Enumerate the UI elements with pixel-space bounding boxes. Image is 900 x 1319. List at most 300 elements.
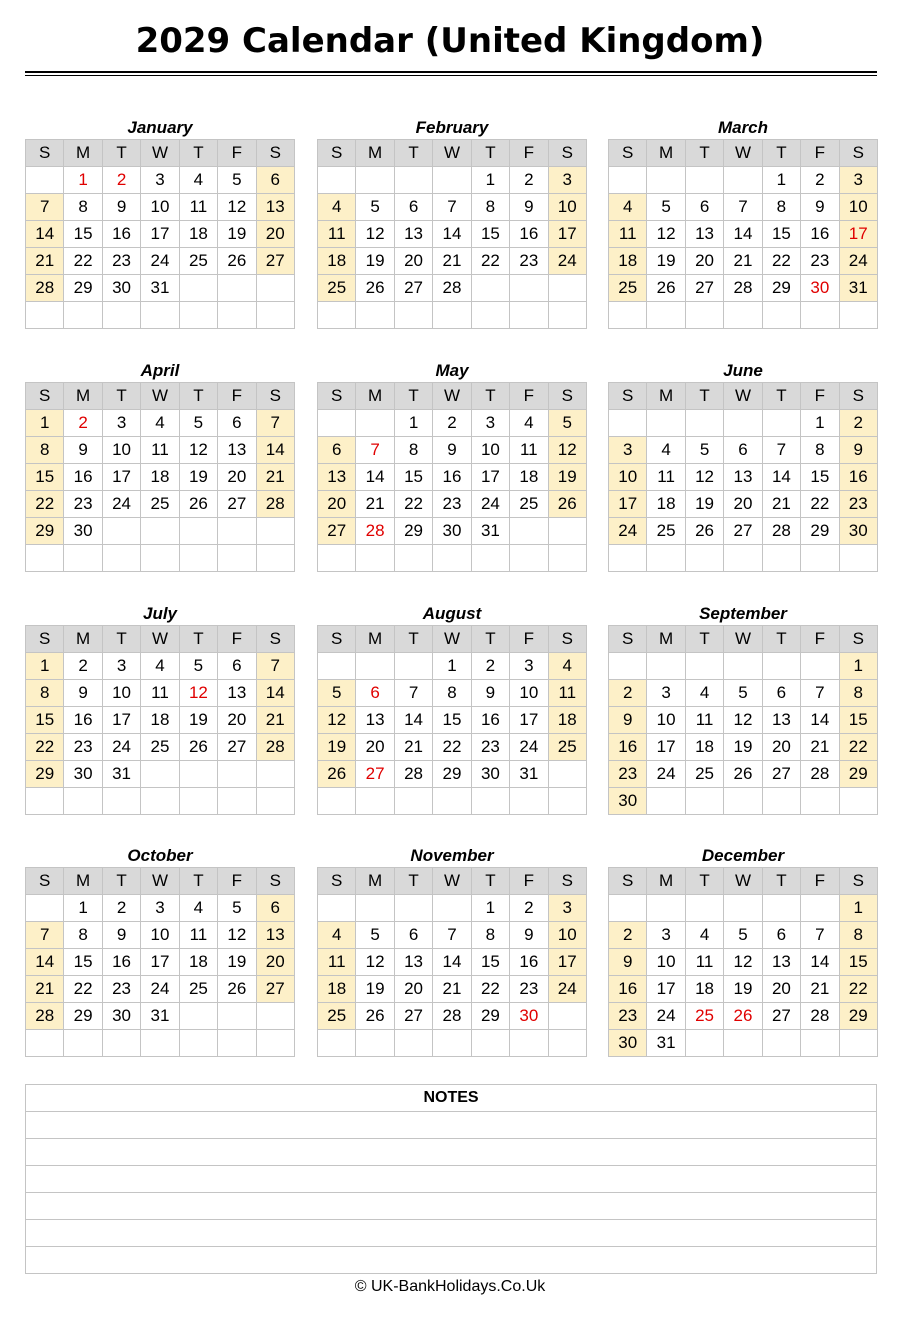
day-cell[interactable]: 16 (433, 464, 471, 491)
day-cell[interactable]: 19 (724, 734, 762, 761)
day-cell[interactable]: 14 (256, 680, 294, 707)
day-cell[interactable]: 26 (356, 275, 394, 302)
day-cell[interactable]: 21 (256, 464, 294, 491)
day-cell[interactable]: 12 (724, 949, 762, 976)
day-cell[interactable]: 11 (548, 680, 586, 707)
day-cell[interactable]: 5 (318, 680, 356, 707)
day-cell[interactable]: 11 (510, 437, 548, 464)
day-cell[interactable]: 18 (510, 464, 548, 491)
day-cell[interactable]: 15 (471, 221, 509, 248)
day-cell[interactable]: 3 (548, 167, 586, 194)
day-cell[interactable]: 15 (839, 949, 877, 976)
day-cell[interactable]: 18 (647, 491, 685, 518)
day-cell[interactable]: 27 (256, 248, 294, 275)
day-cell[interactable]: 20 (762, 976, 800, 1003)
day-cell[interactable]: 25 (685, 761, 723, 788)
day-cell[interactable]: 20 (256, 949, 294, 976)
day-cell[interactable]: 12 (218, 194, 256, 221)
day-cell[interactable]: 7 (256, 653, 294, 680)
day-cell[interactable]: 24 (471, 491, 509, 518)
day-cell[interactable]: 21 (26, 976, 64, 1003)
day-cell[interactable]: 10 (510, 680, 548, 707)
day-cell[interactable]: 3 (647, 680, 685, 707)
day-cell[interactable]: 1 (801, 410, 839, 437)
day-cell[interactable]: 9 (102, 194, 140, 221)
day-cell[interactable]: 2 (471, 653, 509, 680)
day-cell[interactable]: 12 (356, 949, 394, 976)
day-cell[interactable]: 14 (26, 221, 64, 248)
day-cell[interactable]: 25 (179, 976, 217, 1003)
day-cell[interactable]: 31 (647, 1030, 685, 1057)
day-cell[interactable]: 24 (141, 248, 179, 275)
day-cell[interactable]: 23 (609, 1003, 647, 1030)
day-cell[interactable]: 28 (433, 1003, 471, 1030)
day-cell[interactable]: 19 (356, 976, 394, 1003)
day-cell[interactable]: 5 (356, 922, 394, 949)
day-cell[interactable]: 8 (64, 922, 102, 949)
day-cell[interactable]: 2 (102, 895, 140, 922)
day-cell[interactable]: 20 (724, 491, 762, 518)
day-cell[interactable]: 26 (356, 1003, 394, 1030)
day-cell[interactable]: 31 (510, 761, 548, 788)
day-cell[interactable]: 22 (762, 248, 800, 275)
day-cell[interactable]: 26 (318, 761, 356, 788)
day-cell[interactable]: 30 (102, 1003, 140, 1030)
day-cell[interactable]: 16 (510, 221, 548, 248)
bank-holiday-cell[interactable]: 2 (64, 410, 102, 437)
day-cell[interactable]: 16 (510, 949, 548, 976)
day-cell[interactable]: 19 (647, 248, 685, 275)
day-cell[interactable]: 22 (839, 976, 877, 1003)
day-cell[interactable]: 13 (685, 221, 723, 248)
day-cell[interactable]: 27 (218, 734, 256, 761)
day-cell[interactable]: 2 (64, 653, 102, 680)
day-cell[interactable]: 5 (647, 194, 685, 221)
day-cell[interactable]: 25 (318, 275, 356, 302)
day-cell[interactable]: 17 (141, 221, 179, 248)
day-cell[interactable]: 23 (609, 761, 647, 788)
day-cell[interactable]: 25 (609, 275, 647, 302)
day-cell[interactable]: 31 (141, 1003, 179, 1030)
day-cell[interactable]: 23 (64, 491, 102, 518)
day-cell[interactable]: 7 (26, 922, 64, 949)
day-cell[interactable]: 8 (394, 437, 432, 464)
day-cell[interactable]: 6 (762, 680, 800, 707)
day-cell[interactable]: 16 (64, 464, 102, 491)
day-cell[interactable]: 9 (510, 194, 548, 221)
day-cell[interactable]: 17 (141, 949, 179, 976)
day-cell[interactable]: 4 (141, 410, 179, 437)
day-cell[interactable]: 16 (609, 976, 647, 1003)
day-cell[interactable]: 18 (179, 221, 217, 248)
day-cell[interactable]: 18 (179, 949, 217, 976)
day-cell[interactable]: 2 (510, 167, 548, 194)
day-cell[interactable]: 21 (356, 491, 394, 518)
bank-holiday-cell[interactable]: 17 (839, 221, 877, 248)
day-cell[interactable]: 3 (839, 167, 877, 194)
day-cell[interactable]: 12 (318, 707, 356, 734)
day-cell[interactable]: 4 (179, 167, 217, 194)
day-cell[interactable]: 11 (141, 680, 179, 707)
day-cell[interactable]: 18 (141, 707, 179, 734)
day-cell[interactable]: 8 (839, 680, 877, 707)
day-cell[interactable]: 1 (762, 167, 800, 194)
day-cell[interactable]: 6 (218, 653, 256, 680)
day-cell[interactable]: 21 (256, 707, 294, 734)
day-cell[interactable]: 28 (724, 275, 762, 302)
day-cell[interactable]: 29 (64, 275, 102, 302)
bank-holiday-cell[interactable]: 30 (510, 1003, 548, 1030)
day-cell[interactable]: 13 (762, 707, 800, 734)
day-cell[interactable]: 4 (685, 922, 723, 949)
day-cell[interactable]: 6 (218, 410, 256, 437)
day-cell[interactable]: 14 (433, 949, 471, 976)
day-cell[interactable]: 17 (647, 976, 685, 1003)
day-cell[interactable]: 24 (548, 976, 586, 1003)
bank-holiday-cell[interactable]: 27 (356, 761, 394, 788)
day-cell[interactable]: 14 (801, 707, 839, 734)
day-cell[interactable]: 20 (218, 707, 256, 734)
notes-line[interactable] (26, 1247, 877, 1274)
day-cell[interactable]: 29 (839, 1003, 877, 1030)
day-cell[interactable]: 4 (548, 653, 586, 680)
day-cell[interactable]: 11 (647, 464, 685, 491)
day-cell[interactable]: 8 (839, 922, 877, 949)
day-cell[interactable]: 16 (102, 949, 140, 976)
day-cell[interactable]: 17 (510, 707, 548, 734)
day-cell[interactable]: 10 (548, 194, 586, 221)
day-cell[interactable]: 23 (471, 734, 509, 761)
day-cell[interactable]: 10 (141, 922, 179, 949)
day-cell[interactable]: 26 (548, 491, 586, 518)
day-cell[interactable]: 28 (26, 1003, 64, 1030)
day-cell[interactable]: 28 (26, 275, 64, 302)
day-cell[interactable]: 26 (724, 761, 762, 788)
day-cell[interactable]: 9 (510, 922, 548, 949)
day-cell[interactable]: 8 (762, 194, 800, 221)
day-cell[interactable]: 25 (548, 734, 586, 761)
day-cell[interactable]: 1 (64, 895, 102, 922)
day-cell[interactable]: 13 (394, 221, 432, 248)
day-cell[interactable]: 22 (471, 248, 509, 275)
day-cell[interactable]: 11 (179, 922, 217, 949)
day-cell[interactable]: 2 (609, 922, 647, 949)
day-cell[interactable]: 7 (801, 922, 839, 949)
day-cell[interactable]: 27 (762, 761, 800, 788)
day-cell[interactable]: 2 (609, 680, 647, 707)
day-cell[interactable]: 19 (318, 734, 356, 761)
bank-holiday-cell[interactable]: 6 (356, 680, 394, 707)
day-cell[interactable]: 10 (647, 949, 685, 976)
day-cell[interactable]: 25 (510, 491, 548, 518)
day-cell[interactable]: 15 (26, 707, 64, 734)
day-cell[interactable]: 27 (724, 518, 762, 545)
day-cell[interactable]: 5 (218, 895, 256, 922)
day-cell[interactable]: 12 (647, 221, 685, 248)
day-cell[interactable]: 29 (26, 761, 64, 788)
day-cell[interactable]: 30 (64, 761, 102, 788)
day-cell[interactable]: 26 (179, 491, 217, 518)
day-cell[interactable]: 24 (647, 761, 685, 788)
day-cell[interactable]: 3 (102, 410, 140, 437)
day-cell[interactable]: 19 (548, 464, 586, 491)
day-cell[interactable]: 11 (318, 949, 356, 976)
day-cell[interactable]: 19 (179, 464, 217, 491)
day-cell[interactable]: 4 (685, 680, 723, 707)
day-cell[interactable]: 12 (179, 437, 217, 464)
day-cell[interactable]: 28 (394, 761, 432, 788)
day-cell[interactable]: 1 (394, 410, 432, 437)
day-cell[interactable]: 24 (510, 734, 548, 761)
day-cell[interactable]: 9 (609, 707, 647, 734)
day-cell[interactable]: 13 (724, 464, 762, 491)
day-cell[interactable]: 10 (647, 707, 685, 734)
day-cell[interactable]: 4 (609, 194, 647, 221)
day-cell[interactable]: 2 (801, 167, 839, 194)
day-cell[interactable]: 3 (471, 410, 509, 437)
day-cell[interactable]: 16 (801, 221, 839, 248)
day-cell[interactable]: 25 (318, 1003, 356, 1030)
day-cell[interactable]: 23 (801, 248, 839, 275)
day-cell[interactable]: 22 (26, 491, 64, 518)
day-cell[interactable]: 17 (102, 464, 140, 491)
day-cell[interactable]: 29 (64, 1003, 102, 1030)
day-cell[interactable]: 12 (548, 437, 586, 464)
day-cell[interactable]: 22 (433, 734, 471, 761)
day-cell[interactable]: 22 (26, 734, 64, 761)
day-cell[interactable]: 1 (26, 410, 64, 437)
day-cell[interactable]: 11 (318, 221, 356, 248)
day-cell[interactable]: 29 (471, 1003, 509, 1030)
day-cell[interactable]: 3 (510, 653, 548, 680)
day-cell[interactable]: 25 (141, 491, 179, 518)
day-cell[interactable]: 3 (609, 437, 647, 464)
day-cell[interactable]: 14 (762, 464, 800, 491)
day-cell[interactable]: 26 (685, 518, 723, 545)
day-cell[interactable]: 27 (318, 518, 356, 545)
day-cell[interactable]: 23 (64, 734, 102, 761)
day-cell[interactable]: 12 (685, 464, 723, 491)
day-cell[interactable]: 27 (394, 275, 432, 302)
day-cell[interactable]: 21 (433, 248, 471, 275)
day-cell[interactable]: 8 (471, 194, 509, 221)
day-cell[interactable]: 18 (141, 464, 179, 491)
day-cell[interactable]: 23 (510, 976, 548, 1003)
day-cell[interactable]: 30 (609, 788, 647, 815)
day-cell[interactable]: 6 (394, 194, 432, 221)
day-cell[interactable]: 6 (724, 437, 762, 464)
day-cell[interactable]: 8 (801, 437, 839, 464)
day-cell[interactable]: 20 (256, 221, 294, 248)
day-cell[interactable]: 7 (394, 680, 432, 707)
day-cell[interactable]: 6 (318, 437, 356, 464)
day-cell[interactable]: 17 (548, 221, 586, 248)
day-cell[interactable]: 18 (318, 976, 356, 1003)
day-cell[interactable]: 7 (433, 922, 471, 949)
day-cell[interactable]: 15 (64, 949, 102, 976)
day-cell[interactable]: 7 (256, 410, 294, 437)
day-cell[interactable]: 20 (356, 734, 394, 761)
day-cell[interactable]: 31 (471, 518, 509, 545)
day-cell[interactable]: 25 (141, 734, 179, 761)
day-cell[interactable]: 6 (256, 895, 294, 922)
day-cell[interactable]: 28 (801, 1003, 839, 1030)
day-cell[interactable]: 18 (548, 707, 586, 734)
day-cell[interactable]: 24 (609, 518, 647, 545)
day-cell[interactable]: 29 (762, 275, 800, 302)
day-cell[interactable]: 11 (179, 194, 217, 221)
day-cell[interactable]: 19 (724, 976, 762, 1003)
day-cell[interactable]: 15 (801, 464, 839, 491)
day-cell[interactable]: 1 (433, 653, 471, 680)
day-cell[interactable]: 17 (471, 464, 509, 491)
day-cell[interactable]: 5 (179, 653, 217, 680)
notes-line[interactable] (26, 1112, 877, 1139)
day-cell[interactable]: 3 (102, 653, 140, 680)
day-cell[interactable]: 12 (218, 922, 256, 949)
day-cell[interactable]: 10 (141, 194, 179, 221)
day-cell[interactable]: 7 (433, 194, 471, 221)
day-cell[interactable]: 5 (724, 680, 762, 707)
day-cell[interactable]: 3 (141, 167, 179, 194)
day-cell[interactable]: 3 (141, 895, 179, 922)
day-cell[interactable]: 9 (102, 922, 140, 949)
day-cell[interactable]: 6 (256, 167, 294, 194)
day-cell[interactable]: 16 (471, 707, 509, 734)
day-cell[interactable]: 17 (647, 734, 685, 761)
day-cell[interactable]: 6 (394, 922, 432, 949)
day-cell[interactable]: 19 (218, 949, 256, 976)
day-cell[interactable]: 8 (433, 680, 471, 707)
day-cell[interactable]: 9 (839, 437, 877, 464)
day-cell[interactable]: 18 (685, 976, 723, 1003)
day-cell[interactable]: 28 (762, 518, 800, 545)
day-cell[interactable]: 2 (839, 410, 877, 437)
day-cell[interactable]: 28 (801, 761, 839, 788)
day-cell[interactable]: 21 (394, 734, 432, 761)
bank-holiday-cell[interactable]: 30 (801, 275, 839, 302)
day-cell[interactable]: 7 (724, 194, 762, 221)
day-cell[interactable]: 5 (356, 194, 394, 221)
bank-holiday-cell[interactable]: 1 (64, 167, 102, 194)
day-cell[interactable]: 23 (510, 248, 548, 275)
day-cell[interactable]: 21 (724, 248, 762, 275)
day-cell[interactable]: 26 (647, 275, 685, 302)
day-cell[interactable]: 19 (356, 248, 394, 275)
day-cell[interactable]: 8 (26, 437, 64, 464)
day-cell[interactable]: 5 (218, 167, 256, 194)
day-cell[interactable]: 21 (762, 491, 800, 518)
day-cell[interactable]: 5 (179, 410, 217, 437)
day-cell[interactable]: 1 (839, 895, 877, 922)
day-cell[interactable]: 29 (394, 518, 432, 545)
day-cell[interactable]: 8 (64, 194, 102, 221)
day-cell[interactable]: 20 (394, 976, 432, 1003)
day-cell[interactable]: 13 (256, 194, 294, 221)
day-cell[interactable]: 6 (685, 194, 723, 221)
day-cell[interactable]: 5 (724, 922, 762, 949)
day-cell[interactable]: 15 (433, 707, 471, 734)
day-cell[interactable]: 30 (471, 761, 509, 788)
day-cell[interactable]: 23 (433, 491, 471, 518)
day-cell[interactable]: 1 (839, 653, 877, 680)
day-cell[interactable]: 29 (839, 761, 877, 788)
day-cell[interactable]: 2 (510, 895, 548, 922)
day-cell[interactable]: 10 (471, 437, 509, 464)
day-cell[interactable]: 8 (26, 680, 64, 707)
day-cell[interactable]: 25 (647, 518, 685, 545)
day-cell[interactable]: 19 (179, 707, 217, 734)
bank-holiday-cell[interactable]: 25 (685, 1003, 723, 1030)
day-cell[interactable]: 27 (394, 1003, 432, 1030)
day-cell[interactable]: 7 (801, 680, 839, 707)
day-cell[interactable]: 15 (839, 707, 877, 734)
notes-line[interactable] (26, 1193, 877, 1220)
day-cell[interactable]: 29 (801, 518, 839, 545)
day-cell[interactable]: 26 (218, 248, 256, 275)
day-cell[interactable]: 3 (647, 922, 685, 949)
day-cell[interactable]: 28 (256, 491, 294, 518)
day-cell[interactable]: 24 (647, 1003, 685, 1030)
day-cell[interactable]: 29 (433, 761, 471, 788)
day-cell[interactable]: 31 (839, 275, 877, 302)
day-cell[interactable]: 10 (839, 194, 877, 221)
day-cell[interactable]: 30 (102, 275, 140, 302)
day-cell[interactable]: 15 (394, 464, 432, 491)
day-cell[interactable]: 20 (762, 734, 800, 761)
day-cell[interactable]: 26 (218, 976, 256, 1003)
day-cell[interactable]: 1 (471, 167, 509, 194)
day-cell[interactable]: 21 (26, 248, 64, 275)
day-cell[interactable]: 24 (102, 491, 140, 518)
day-cell[interactable]: 23 (839, 491, 877, 518)
day-cell[interactable]: 27 (218, 491, 256, 518)
notes-line[interactable] (26, 1139, 877, 1166)
day-cell[interactable]: 14 (356, 464, 394, 491)
day-cell[interactable]: 12 (356, 221, 394, 248)
day-cell[interactable]: 20 (318, 491, 356, 518)
day-cell[interactable]: 4 (179, 895, 217, 922)
day-cell[interactable]: 20 (394, 248, 432, 275)
day-cell[interactable]: 7 (762, 437, 800, 464)
day-cell[interactable]: 25 (179, 248, 217, 275)
day-cell[interactable]: 8 (471, 922, 509, 949)
day-cell[interactable]: 13 (318, 464, 356, 491)
day-cell[interactable]: 24 (102, 734, 140, 761)
day-cell[interactable]: 27 (685, 275, 723, 302)
day-cell[interactable]: 16 (102, 221, 140, 248)
day-cell[interactable]: 17 (548, 949, 586, 976)
day-cell[interactable]: 13 (762, 949, 800, 976)
day-cell[interactable]: 10 (609, 464, 647, 491)
day-cell[interactable]: 4 (318, 194, 356, 221)
day-cell[interactable]: 9 (64, 437, 102, 464)
day-cell[interactable]: 18 (318, 248, 356, 275)
day-cell[interactable]: 24 (141, 976, 179, 1003)
day-cell[interactable]: 11 (685, 707, 723, 734)
day-cell[interactable]: 4 (318, 922, 356, 949)
day-cell[interactable]: 16 (64, 707, 102, 734)
day-cell[interactable]: 30 (609, 1030, 647, 1057)
notes-line[interactable] (26, 1220, 877, 1247)
day-cell[interactable]: 23 (102, 976, 140, 1003)
bank-holiday-cell[interactable]: 28 (356, 518, 394, 545)
day-cell[interactable]: 4 (510, 410, 548, 437)
day-cell[interactable]: 11 (141, 437, 179, 464)
day-cell[interactable]: 1 (471, 895, 509, 922)
day-cell[interactable]: 28 (256, 734, 294, 761)
day-cell[interactable]: 21 (433, 976, 471, 1003)
